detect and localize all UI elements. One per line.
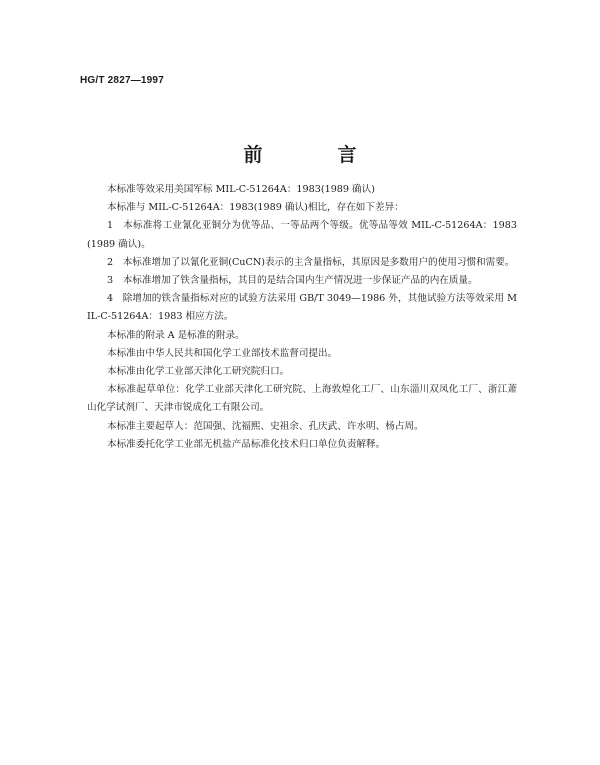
page-title: 前 言 <box>243 144 385 166</box>
paragraph-difference-4: 4 除增加的铁含量指标对应的试验方法采用 GB/T 3049—1986 外，其他试验方法等效采用 MIL-C-51264A：1983 相应方法。 <box>87 293 517 323</box>
paragraph-difference-2: 2 本标准增加了以氰化亚铜(CuCN)表示的主含量指标，其原因是多数用户的使用习惯和需要。 <box>107 256 515 268</box>
paragraph-drafters: 本标准主要起草人：范国强、沈福熙、史祖余、孔庆武、许水明、杨占周。 <box>107 420 424 432</box>
standard-code: HG/T 2827—1997 <box>80 75 164 86</box>
paragraph-interpretation: 本标准委托化学工业部无机盐产品标准化技术归口单位负责解释。 <box>107 438 386 450</box>
paragraph-appendix: 本标准的附录 A 是标准的附录。 <box>107 329 245 341</box>
paragraph-difference-3: 3 本标准增加了铁含量指标，其目的是结合国内生产情况进一步保证产品的内在质量。 <box>107 275 478 287</box>
paragraph-drafting-units: 本标准起草单位：化学工业部天津化工研究院、上海敦煌化工厂、山东淄川双凤化工厂、浙江萧山化学试剂厂、天津市锐成化工有限公司。 <box>87 384 517 414</box>
paragraph-adoption: 本标准等效采用美国军标 MIL-C-51264A：1983(1989 确认) <box>107 184 375 195</box>
paragraph-difference-1: 1 本标准将工业氰化亚铜分为优等品、一等品两个等级。优等品等效 MIL-C-51264A：1983(1989 确认)。 <box>87 220 517 250</box>
paragraph-differences-intro: 本标准与 MIL-C-51264A：1983(1989 确认)相比，存在如下差异： <box>107 202 404 214</box>
paragraph-under-jurisdiction: 本标准由化学工业部天津化工研究院归口。 <box>107 366 290 378</box>
foreword-body <box>87 181 517 454</box>
paragraph-proposed-by: 本标准由中华人民共和国化学工业部技术监督司提出。 <box>107 347 338 359</box>
